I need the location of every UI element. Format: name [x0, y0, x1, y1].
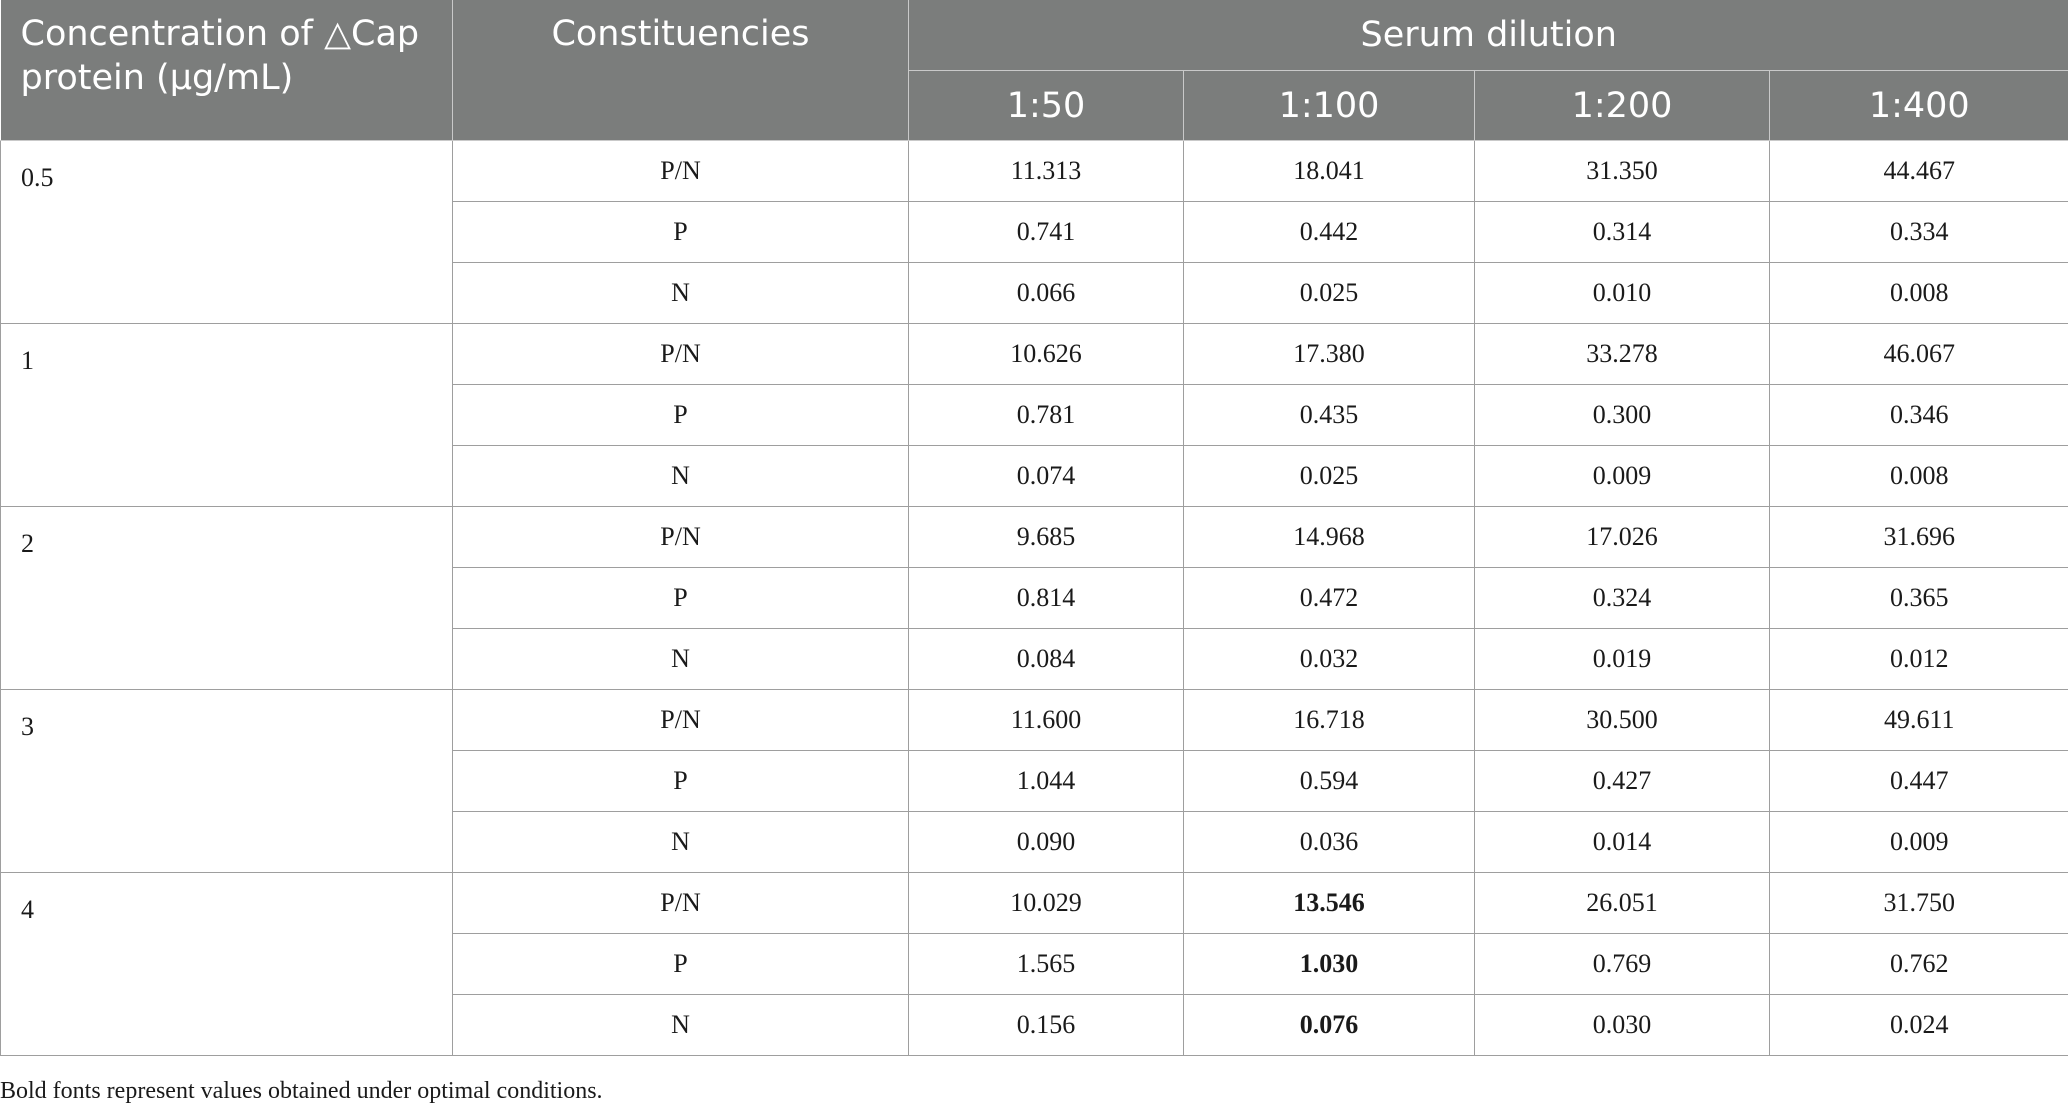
value-cell: 0.447 [1770, 751, 2068, 812]
value-cell: 46.067 [1770, 324, 2068, 385]
constituency-cell: P [453, 202, 909, 263]
value-cell: 0.019 [1475, 629, 1770, 690]
value-cell: 0.066 [909, 263, 1184, 324]
constituency-cell: P [453, 934, 909, 995]
value-cell: 33.278 [1475, 324, 1770, 385]
header-dilution: 1:50 [909, 71, 1184, 141]
constituency-cell: N [453, 263, 909, 324]
value-cell: 14.968 [1184, 507, 1475, 568]
value-cell: 0.012 [1770, 629, 2068, 690]
constituency-cell: P [453, 385, 909, 446]
value-cell: 0.010 [1475, 263, 1770, 324]
value-cell: 0.074 [909, 446, 1184, 507]
value-cell: 0.156 [909, 995, 1184, 1056]
value-cell: 31.350 [1475, 141, 1770, 202]
value-cell: 0.076 [1184, 995, 1475, 1056]
value-cell: 0.008 [1770, 263, 2068, 324]
constituency-cell: N [453, 812, 909, 873]
value-cell: 0.090 [909, 812, 1184, 873]
value-cell: 1.565 [909, 934, 1184, 995]
value-cell: 0.365 [1770, 568, 2068, 629]
value-cell: 0.334 [1770, 202, 2068, 263]
value-cell: 0.084 [909, 629, 1184, 690]
value-cell: 17.026 [1475, 507, 1770, 568]
header-serum-dilution: Serum dilution [909, 0, 2068, 71]
concentration-cell: 1 [1, 324, 453, 507]
constituency-cell: P/N [453, 873, 909, 934]
constituency-cell: P [453, 751, 909, 812]
value-cell: 1.044 [909, 751, 1184, 812]
concentration-cell: 2 [1, 507, 453, 690]
constituency-cell: P/N [453, 507, 909, 568]
value-cell: 0.009 [1475, 446, 1770, 507]
table-header [1, 0, 2068, 141]
value-cell: 11.313 [909, 141, 1184, 202]
constituency-cell: N [453, 629, 909, 690]
value-cell: 17.380 [1184, 324, 1475, 385]
value-cell: 11.600 [909, 690, 1184, 751]
table-footnote: Bold fonts represent values obtained under optimal conditions. [0, 1078, 603, 1104]
value-cell: 0.762 [1770, 934, 2068, 995]
value-cell: 0.781 [909, 385, 1184, 446]
value-cell: 26.051 [1475, 873, 1770, 934]
table-row [1, 507, 2068, 568]
value-cell: 16.718 [1184, 690, 1475, 751]
value-cell: 0.346 [1770, 385, 2068, 446]
value-cell: 1.030 [1184, 934, 1475, 995]
table-row [1, 690, 2068, 751]
value-cell: 0.435 [1184, 385, 1475, 446]
value-cell: 0.024 [1770, 995, 2068, 1056]
value-cell: 0.032 [1184, 629, 1475, 690]
value-cell: 0.009 [1770, 812, 2068, 873]
constituency-cell: P/N [453, 690, 909, 751]
concentration-cell: 0.5 [1, 141, 453, 324]
table-row [1, 324, 2068, 385]
value-cell: 0.025 [1184, 446, 1475, 507]
value-cell: 49.611 [1770, 690, 2068, 751]
table-body [1, 141, 2068, 1056]
header-concentration: Concentration of △Cap protein (μg/mL) [1, 0, 453, 141]
value-cell: 0.025 [1184, 263, 1475, 324]
table-row [1, 141, 2068, 202]
value-cell: 10.626 [909, 324, 1184, 385]
value-cell: 31.750 [1770, 873, 2068, 934]
value-cell: 9.685 [909, 507, 1184, 568]
value-cell: 0.300 [1475, 385, 1770, 446]
value-cell: 0.314 [1475, 202, 1770, 263]
value-cell: 0.427 [1475, 751, 1770, 812]
value-cell: 10.029 [909, 873, 1184, 934]
value-cell: 0.014 [1475, 812, 1770, 873]
constituency-cell: N [453, 446, 909, 507]
value-cell: 0.442 [1184, 202, 1475, 263]
value-cell: 44.467 [1770, 141, 2068, 202]
value-cell: 30.500 [1475, 690, 1770, 751]
value-cell: 0.769 [1475, 934, 1770, 995]
value-cell: 0.008 [1770, 446, 2068, 507]
value-cell: 0.814 [909, 568, 1184, 629]
value-cell: 0.036 [1184, 812, 1475, 873]
value-cell: 0.472 [1184, 568, 1475, 629]
concentration-cell: 3 [1, 690, 453, 873]
value-cell: 0.324 [1475, 568, 1770, 629]
header-constituencies: Constituencies [453, 0, 909, 141]
constituency-cell: P [453, 568, 909, 629]
value-cell: 18.041 [1184, 141, 1475, 202]
header-dilution: 1:400 [1770, 71, 2068, 141]
concentration-cell: 4 [1, 873, 453, 1056]
value-cell: 13.546 [1184, 873, 1475, 934]
value-cell: 31.696 [1770, 507, 2068, 568]
constituency-cell: P/N [453, 324, 909, 385]
header-dilution: 1:200 [1475, 71, 1770, 141]
constituency-cell: P/N [453, 141, 909, 202]
header-dilution: 1:100 [1184, 71, 1475, 141]
table-row [1, 873, 2068, 934]
value-cell: 0.030 [1475, 995, 1770, 1056]
value-cell: 0.741 [909, 202, 1184, 263]
value-cell: 0.594 [1184, 751, 1475, 812]
constituency-cell: N [453, 995, 909, 1056]
